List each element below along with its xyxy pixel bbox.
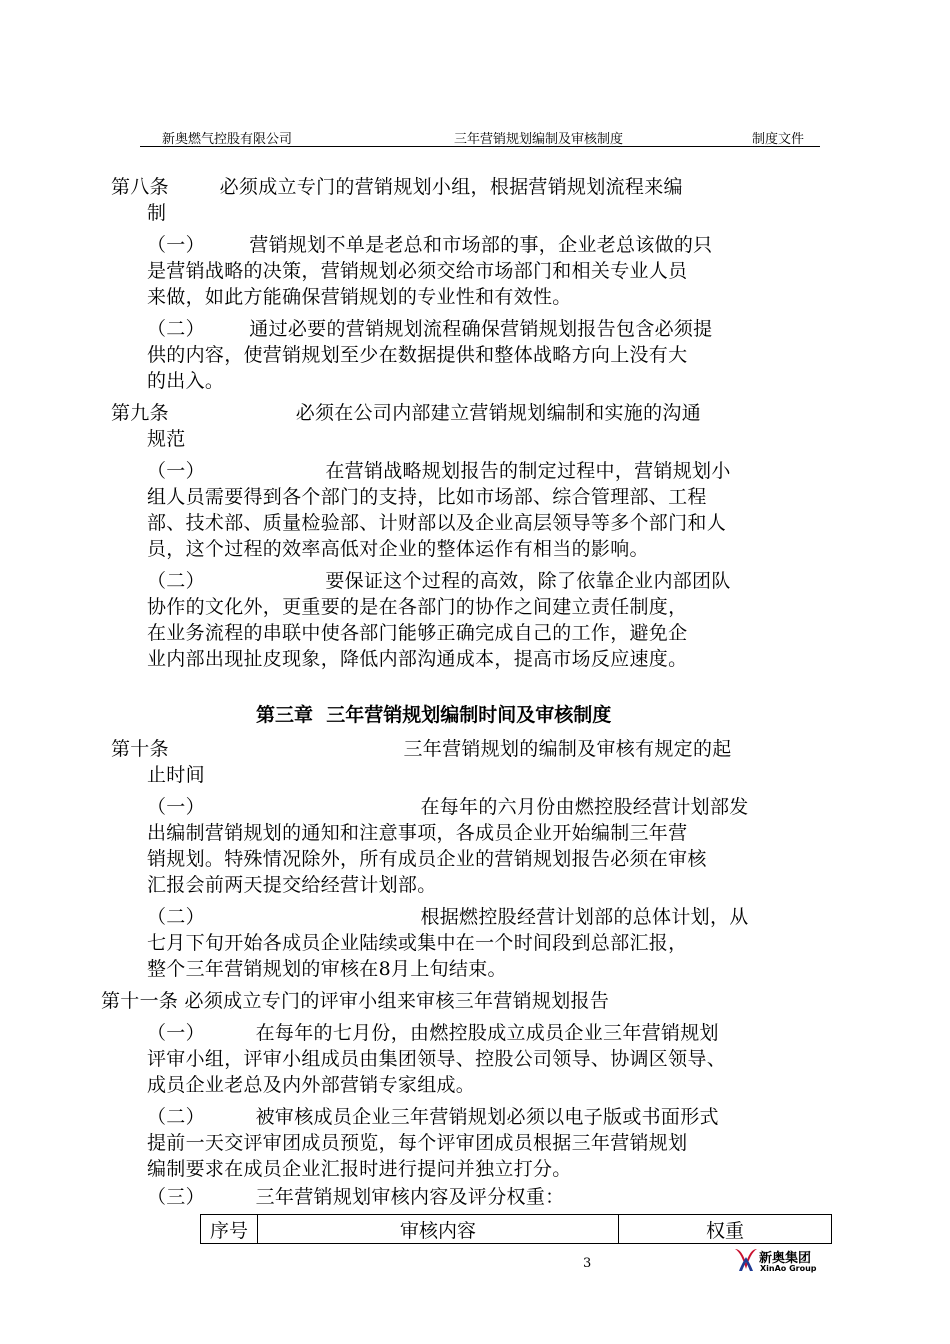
table-header-cell: 序号 (201, 1215, 258, 1244)
text-line: 汇报会前两天提交给经营计划部。 (147, 874, 437, 896)
clause-10-1: （一） 在每年的六月份由燃控股经营计划部发 (147, 796, 749, 818)
xinao-logo (733, 1245, 823, 1277)
text-line: 的出入。 (147, 370, 225, 392)
clause-10-2: （二） 根据燃控股经营计划部的总体计划，从 (147, 906, 749, 928)
clause-11-3: （三） 三年营销规划审核内容及评分权重： (147, 1186, 565, 1208)
text-line: 制 (147, 202, 167, 224)
header-company: 新奥燃气控股有限公司 (162, 132, 293, 147)
clause-8-1: （一） 营销规划不单是老总和市场部的事，企业老总该做的只 (147, 234, 713, 256)
chapter-heading: 第三章 三年营销规划编制时间及审核制度 (256, 704, 612, 726)
text-line: 七月下旬开始各成员企业陆续或集中在一个时间段到总部汇报， (147, 932, 688, 954)
xinao-logo-icon (733, 1245, 759, 1273)
logo-text-en: XinAo Group (760, 1264, 817, 1273)
text-line: 来做，如此方能确保营销规划的专业性和有效性。 (147, 286, 572, 308)
text-line: 提前一天交评审团成员预览，每个评审团成员根据三年营销规划 (147, 1132, 688, 1154)
article-9-title: 第九条 必须在公司内部建立营销规划编制和实施的沟通 (111, 402, 701, 424)
header-doc-type: 制度文件 (752, 132, 805, 147)
text-line: 规范 (147, 428, 186, 450)
text-line: 协作的文化外，更重要的是在各部门的协作之间建立责任制度， (147, 596, 688, 618)
text-line: 是营销战略的决策，营销规划必须交给市场部门和相关专业人员 (147, 260, 688, 282)
text-line: 成员企业老总及内外部营销专家组成。 (147, 1074, 476, 1096)
text-line: 业内部出现扯皮现象，降低内部沟通成本，提高市场反应速度。 (147, 648, 688, 670)
text-line: 供的内容，使营销规划至少在数据提供和整体战略方向上没有大 (147, 344, 688, 366)
text-line: 销规划。特殊情况除外，所有成员企业的营销规划报告必须在审核 (147, 848, 707, 870)
text-line: 整个三年营销规划的审核在8月上旬结束。 (147, 958, 507, 980)
table-header-cell: 审核内容 (258, 1215, 619, 1244)
review-table (200, 1214, 832, 1244)
logo-text-cn: 新奥集团 (759, 1251, 812, 1266)
article-11-title: 第十一条 必须成立专门的评审小组来审核三年营销规划报告 (101, 990, 610, 1012)
text-line: 在业务流程的串联中使各部门能够正确完成自己的工作，避免企 (147, 622, 688, 644)
text-line: 员，这个过程的效率高低对企业的整体运作有相当的影响。 (147, 538, 649, 560)
clause-9-1: （一） 在营销战略规划报告的制定过程中，营销规划小 (147, 460, 731, 482)
table-header-cell: 权重 (619, 1215, 832, 1244)
clause-8-2: （二） 通过必要的营销规划流程确保营销规划报告包含必须提 (147, 318, 713, 340)
text-line: 出编制营销规划的通知和注意事项，各成员企业开始编制三年营 (147, 822, 688, 844)
text-line: 评审小组，评审小组成员由集团领导、控股公司领导、协调区领导、 (147, 1048, 727, 1070)
text-line: 部、技术部、质量检验部、计财部以及企业高层领导等多个部门和人 (147, 512, 727, 534)
page-header (140, 128, 820, 147)
article-8-title: 第八条 必须成立专门的营销规划小组，根据营销规划流程来编 (111, 176, 683, 198)
text-line: 编制要求在成员企业汇报时进行提问并独立打分。 (147, 1158, 572, 1180)
table-header-row (201, 1215, 832, 1244)
page-number: 3 (583, 1256, 592, 1271)
clause-11-1: （一） 在每年的七月份，由燃控股成立成员企业三年营销规划 (147, 1022, 719, 1044)
article-10-title: 第十条 三年营销规划的编制及审核有规定的起 (111, 738, 732, 760)
header-doc-title: 三年营销规划编制及审核制度 (454, 132, 624, 147)
text-line: 组人员需要得到各个部门的支持，比如市场部、综合管理部、工程 (147, 486, 707, 508)
clause-9-2: （二） 要保证这个过程的高效，除了依靠企业内部团队 (147, 570, 731, 592)
text-line: 止时间 (147, 764, 205, 786)
clause-11-2: （二） 被审核成员企业三年营销规划必须以电子版或书面形式 (147, 1106, 719, 1128)
